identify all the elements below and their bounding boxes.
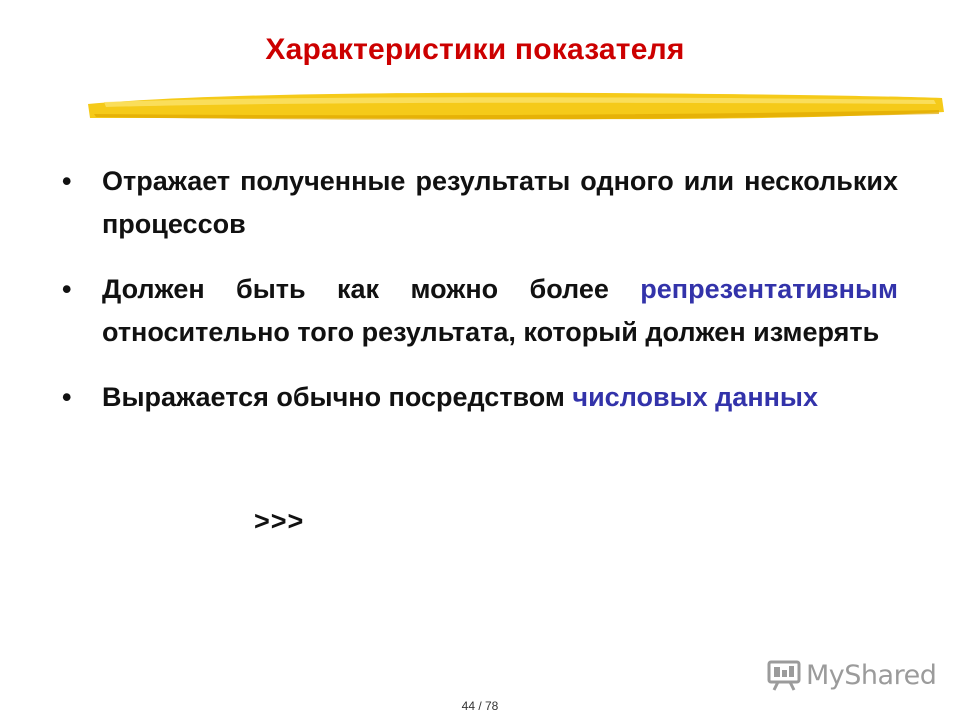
slide-title: Характеристики показателя bbox=[265, 33, 685, 66]
bullet-point-1 bbox=[62, 160, 898, 246]
watermark-text: MyShared bbox=[806, 659, 937, 691]
bullet-marker: • bbox=[62, 274, 72, 304]
bullet-3-text: Выражается обычно посредством bbox=[102, 382, 573, 412]
bullet-point-2 bbox=[62, 268, 898, 354]
bullet-point-3 bbox=[62, 376, 898, 419]
page-counter: 44 / 78 bbox=[461, 699, 499, 713]
presentation-board-icon bbox=[766, 657, 802, 693]
bullet-marker: • bbox=[62, 166, 72, 196]
title-underline-brushstroke bbox=[84, 88, 946, 128]
bullet-2-text-a: Должен быть как можно более bbox=[102, 274, 641, 304]
watermark bbox=[766, 655, 936, 695]
bullet-1-text: Отражает полученные результаты одного или нескольких процессов bbox=[102, 166, 898, 239]
next-link[interactable]: >>> bbox=[254, 506, 305, 536]
bullet-list bbox=[62, 160, 898, 441]
bullet-3-highlight: числовых данных bbox=[572, 382, 819, 412]
bullet-2-highlight: репрезентативным bbox=[640, 274, 898, 304]
bullet-marker: • bbox=[62, 382, 72, 412]
bullet-2-text-b: относительно того результата, который должен измерять bbox=[102, 317, 880, 347]
